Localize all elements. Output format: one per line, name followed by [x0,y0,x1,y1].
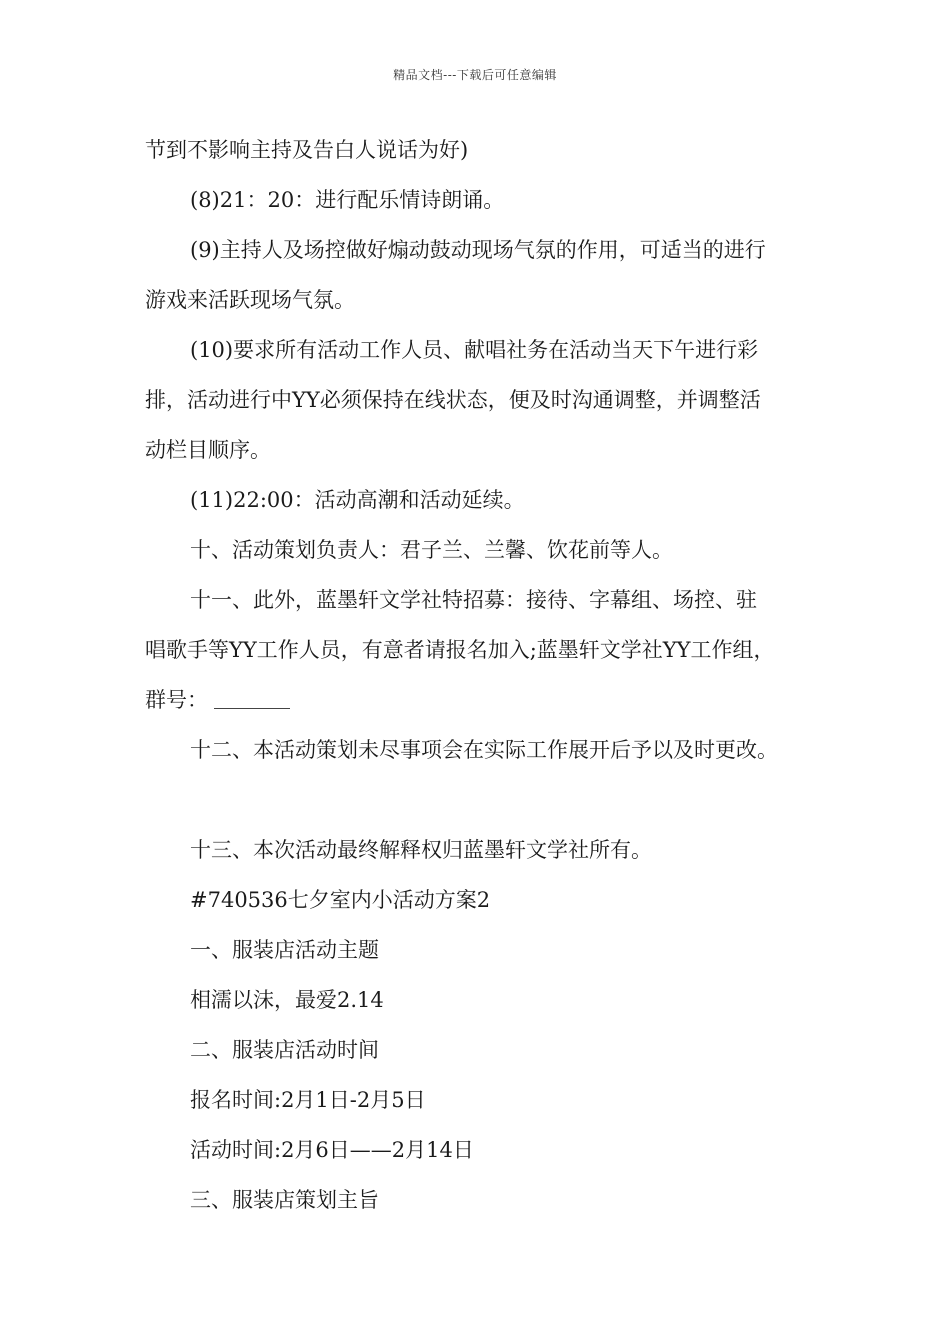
text-line: 二、服装店活动时间 [190,1038,379,1062]
text-line: 十二、本活动策划未尽事项会在实际工作展开后予以及时更改。 [190,738,778,762]
text-line: 三、服装店策划主旨 [190,1188,379,1212]
text-line: 动栏目顺序。 [145,438,271,462]
text-line: 唱歌手等YY工作人员，有意者请报名加入;蓝墨轩文学社YY工作组， [145,638,775,662]
text-line: 游戏来活跃现场气氛。 [145,288,355,312]
text-line: (9)主持人及场控做好煽动鼓动现场气氛的作用，可适当的进行 [190,238,766,262]
text-line: 十、活动策划负责人：君子兰、兰馨、饮花前等人。 [190,538,673,562]
text-line: (8)21：20：进行配乐情诗朗诵。 [190,188,505,212]
group-number-label: 群号： [145,688,208,712]
text-line: 一、服装店活动主题 [190,938,379,962]
text-line: 十三、本次活动最终解释权归蓝墨轩文学社所有。 [190,838,652,862]
text-line: 排，活动进行中YY必须保持在线状态，便及时沟通调整，并调整活 [145,388,761,412]
text-line: 相濡以沫，最爱2.14 [190,988,384,1012]
text-line: 十一、此外，蓝墨轩文学社特招募：接待、字幕组、场控、驻 [190,588,757,612]
section-title: #740536七夕室内小活动方案2 [190,888,491,912]
text-line: 活动时间:2月6日——2月14日 [190,1138,474,1162]
text-line: 节到不影响主持及告白人说话为好) [145,138,469,162]
text-line: (11)22:00：活动高潮和活动延续。 [190,488,525,512]
group-number-line [145,686,290,714]
group-number-blank [214,690,290,709]
text-line: 报名时间:2月1日-2月5日 [190,1088,426,1112]
page-header: 精品文档---下载后可任意编辑 [393,68,557,82]
text-line: (10)要求所有活动工作人员、献唱社务在活动当天下午进行彩 [190,338,759,362]
